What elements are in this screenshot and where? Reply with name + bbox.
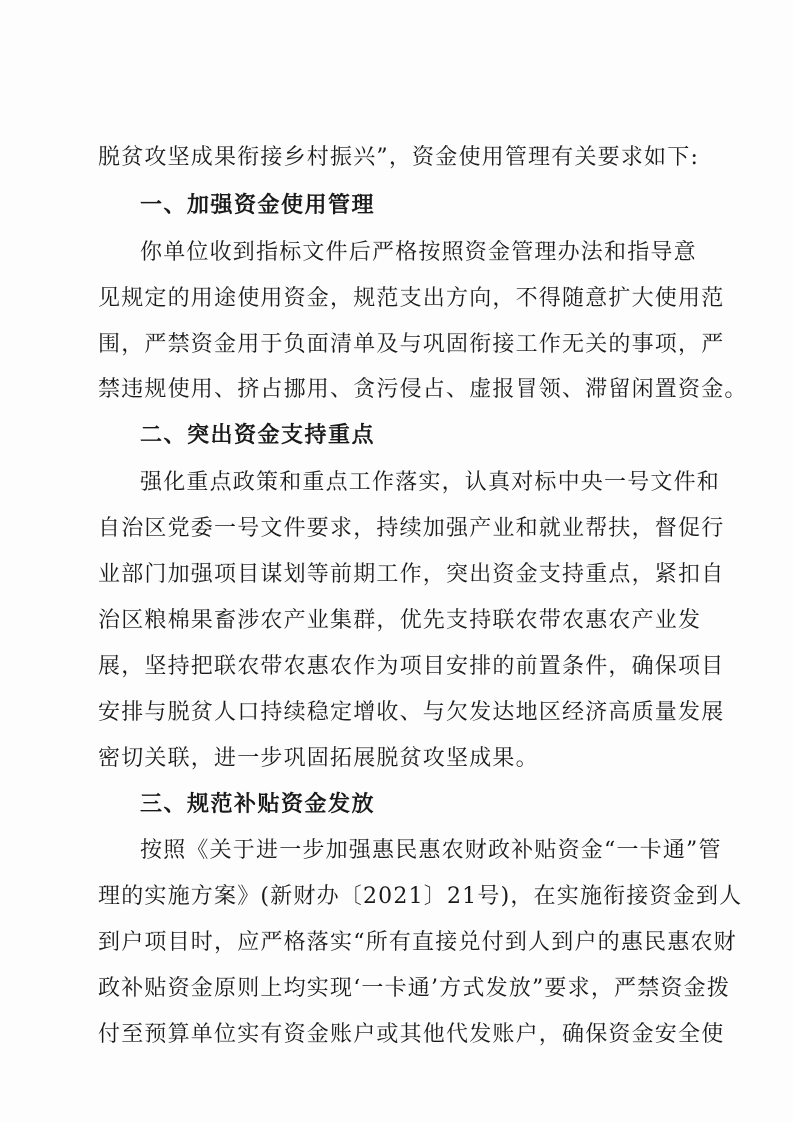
paragraph-line: 治区粮棉果畜涉农产业集群，优先支持联农带农惠农产业发 [98,608,702,633]
paragraph-line: 业部门加强项目谋划等前期工作，突出资金支持重点，紧扣自 [98,562,725,587]
paragraph-line: 政补贴资金原则上均实现‘一卡通’方式发放”要求，严禁资金拨 [98,976,731,1001]
paragraph-line: 理的实施方案》(新财办〔2021〕21号)，在实施衔接资金到人 [98,884,743,909]
paragraph-line: 禁违规使用、挤占挪用、贪污侵占、虚报冒领、滞留闲置资金。 [98,377,748,402]
paragraph-line: 展，坚持把联农带农惠农作为项目安排的前置条件，确保项目 [98,654,725,679]
paragraph-line: 脱贫攻坚成果衔接乡村振兴”，资金使用管理有关要求如下: [98,145,700,170]
paragraph-line: 强化重点政策和重点工作落实，认真对标中央一号文件和 [140,470,721,495]
paragraph-line: 你单位收到指标文件后严格按照资金管理办法和指导意 [140,240,697,265]
section-heading-2: 二、突出资金支持重点 [140,423,376,448]
paragraph-line: 见规定的用途使用资金，规范支出方向，不得随意扩大使用范 [98,286,725,311]
section-heading-3: 三、规范补贴资金发放 [140,792,376,817]
paragraph-line: 付至预算单位实有资金账户或其他代发账户，确保资金安全使 [98,1022,725,1047]
paragraph-line: 密切关联，进一步巩固拓展脱贫攻坚成果。 [98,746,539,771]
paragraph-line: 到户项目时，应严格落实“所有直接兑付到人到户的惠民惠农财 [98,930,737,955]
paragraph-line: 安排与脱贫人口持续稳定增收、与欠发达地区经济高质量发展 [98,700,725,725]
section-heading-1: 一、加强资金使用管理 [140,193,376,218]
paragraph-line: 围，严禁资金用于负面清单及与巩固衔接工作无关的事项，严 [98,332,725,357]
paragraph-line: 自治区党委一号文件要求，持续加强产业和就业帮扶，督促行 [98,516,725,541]
paragraph-line: 按照《关于进一步加强惠民惠农财政补贴资金“一卡通”管 [140,838,722,863]
